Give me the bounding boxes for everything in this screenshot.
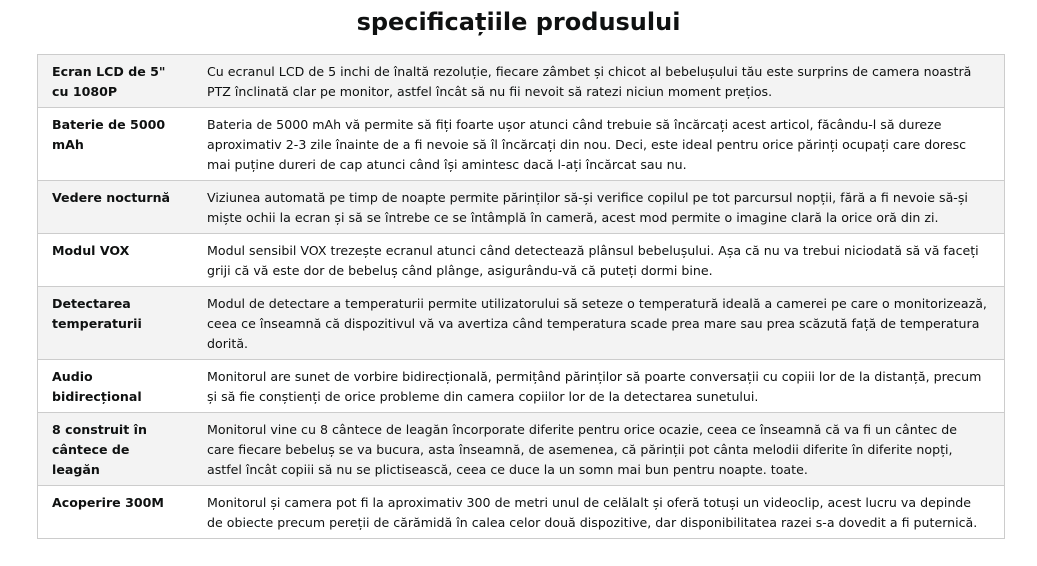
spec-feature-name: Ecran LCD de 5" cu 1080P	[52, 64, 166, 99]
table-row	[38, 413, 1005, 486]
spec-feature-description: Modul de detectare a temperaturii permite utilizatorului să seteze o temperatură ideală a camerei pe care o monitorizează, ceea ce înseamnă că dispozitivul vă va avertiza când temperatura scade prea mare sau prea scăzută față de temperatura dorită.	[207, 296, 987, 351]
specifications-table-body	[38, 55, 1005, 539]
spec-feature-description: Monitorul are sunet de vorbire bidirecțională, permițând părinților să poarte conversații cu copiii lor de la distanță, precum și să fie conștienți de orice probleme din camera copiilor lor de la detectarea sunetului.	[207, 369, 982, 404]
spec-feature-description: Monitorul și camera pot fi la aproximativ 300 de metri unul de celălalt și oferă totuși un videoclip, acest lucru va depinde de obiecte precum pereții de cărămidă în calea celor două dispozitive, dar disponibilitatea razei s-a dovedit a fi puternică.	[207, 495, 978, 530]
spec-feature-name: Acoperire 300M	[52, 495, 164, 510]
page-title: specificațiile produsului	[356, 8, 681, 36]
spec-feature-description: Viziunea automată pe timp de noapte permite părinților să-și verifice copilul pe tot parcursul nopții, fără a fi nevoie să-și miște ochii la ecran și să se întrebe ce se întâmplă în cameră, acest mod permite o imagine clară la orice oră din zi.	[207, 190, 968, 225]
table-row	[38, 55, 1005, 108]
spec-feature-description: Monitorul vine cu 8 cântece de leagăn încorporate diferite pentru orice ocazie, ceea ce înseamnă că va fi un cântec de care fiecare bebeluș se va bucura, asta înseamnă, de asemenea, că părinții pot cânta melodii diferite în diferite nopți, astfel încât copiii să nu se plictisească, ceea ce duce la un somn mai bun pentru noapte. toate.	[207, 422, 958, 477]
spec-feature-description: Cu ecranul LCD de 5 inchi de înaltă rezoluție, fiecare zâmbet și chicot al bebelușului tău este surprins de camera noastră PTZ înclinată clar pe monitor, astfel încât să nu fii nevoit să ratezi niciun moment prețios.	[207, 64, 972, 99]
spec-feature-name: Detectarea temperaturii	[52, 296, 142, 331]
spec-feature-name: 8 construit în cântece de leagăn	[52, 422, 147, 477]
specifications-table	[37, 54, 1005, 539]
table-row	[38, 486, 1005, 539]
spec-feature-name: Baterie de 5000 mAh	[52, 117, 166, 152]
spec-feature-description: Modul sensibil VOX trezește ecranul atunci când detectează plânsul bebelușului. Așa că nu va trebui niciodată să vă faceți griji că vă este dor de bebeluș când plânge, asigurându-vă că puteți dormi bine.	[207, 243, 979, 278]
spec-feature-name: Modul VOX	[52, 243, 130, 258]
table-row	[38, 234, 1005, 287]
spec-feature-name: Audio bidirecțional	[52, 369, 142, 404]
table-row	[38, 181, 1005, 234]
spec-feature-description: Bateria de 5000 mAh vă permite să fiți foarte ușor atunci când trebuie să încărcați acest articol, făcându-l să dureze aproximativ 2-3 zile înainte de a fi nevoie să îl încărcați din nou. Deci, este ideal pentru orice părinți ocupați care doresc mai puține dureri de cap atunci când își amintesc dacă l-ați încărcat sau nu.	[207, 117, 967, 172]
table-row	[38, 287, 1005, 360]
table-row	[38, 108, 1005, 181]
spec-feature-name: Vedere nocturnă	[52, 190, 171, 205]
table-row	[38, 360, 1005, 413]
